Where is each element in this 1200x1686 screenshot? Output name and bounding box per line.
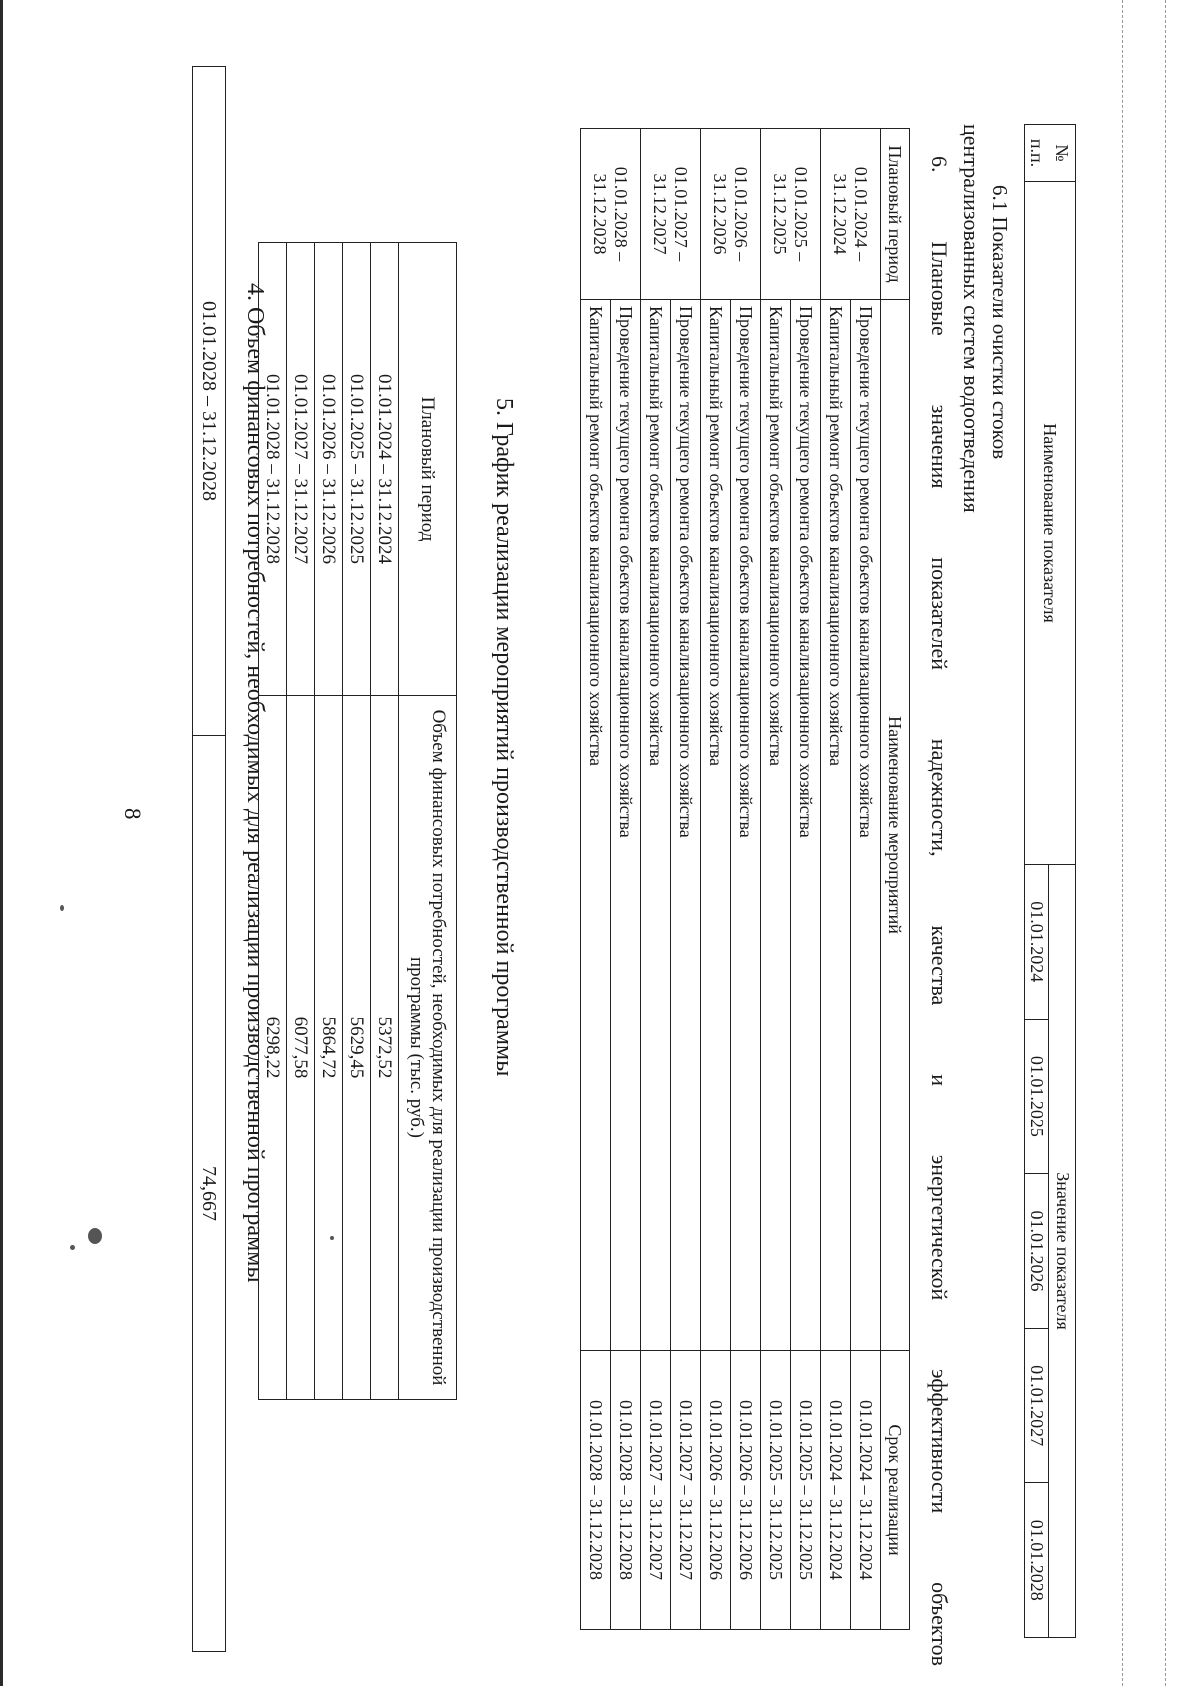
schedule-event: Проведение текущего ремонта объектов канализационного хозяйства [671, 300, 701, 1351]
schedule-event: Проведение текущего ремонта объектов канализационного хозяйства [851, 300, 881, 1351]
schedule-event: Проведение текущего ремонта объектов канализационного хозяйства [791, 300, 821, 1351]
table-row [821, 129, 851, 1630]
schedule-event: Проведение текущего ремонта объектов канализационного хозяйства [731, 300, 761, 1351]
table-row [1049, 125, 1076, 1638]
indicators-header-num-sub: п.п. [1025, 125, 1050, 182]
finance-period: 01.01.2028 – 31.12.2028 [259, 243, 287, 696]
table-row [343, 243, 371, 1400]
finance-header-period: Плановый период [399, 243, 457, 696]
finance-value: 6298,22 [259, 696, 287, 1400]
schedule-term: 01.01.2027 – 31.12.2027 [641, 1351, 671, 1630]
table-row [259, 243, 287, 1400]
schedule-event: Капитальный ремонт объектов канализационного хозяйства [821, 300, 851, 1351]
schedule-header-term: Срок реализации [881, 1351, 910, 1630]
finance-period: 01.01.2025 – 31.12.2025 [343, 243, 371, 696]
finance-value: 5372,52 [371, 696, 399, 1400]
finance-value: 6077,58 [287, 696, 315, 1400]
table-row [581, 129, 611, 1630]
schedule-term: 01.01.2024 – 31.12.2024 [821, 1351, 851, 1630]
schedule-term: 01.01.2026 – 31.12.2026 [731, 1351, 761, 1630]
schedule-header-event: Наименование мероприятий [881, 300, 910, 1351]
table-row [315, 243, 343, 1400]
top-table [192, 66, 226, 1652]
finance-period: 01.01.2026 – 31.12.2026 [315, 243, 343, 696]
schedule-event: Капитальный ремонт объектов канализационного хозяйства [581, 300, 611, 1351]
section4-title: 4. Объем финансовых потребностей, необходимых для реализации производственной программы [242, 283, 268, 1283]
table-row [701, 129, 731, 1630]
indicators-header-value: Значение показателя [1049, 865, 1076, 1638]
schedule-term: 01.01.2028 – 31.12.2028 [581, 1351, 611, 1630]
schedule-period: 01.01.2027 – 31.12.2027 [641, 129, 701, 300]
table-row [371, 243, 399, 1400]
section5-title: 5. График реализации мероприятий производственной программы [491, 398, 517, 1077]
finance-value: 5864,72 [315, 696, 343, 1400]
table-row [791, 129, 821, 1630]
schedule-term: 01.01.2027 – 31.12.2027 [671, 1351, 701, 1630]
schedule-period: 01.01.2025 – 31.12.2025 [761, 129, 821, 300]
finance-period: 01.01.2027 – 31.12.2027 [287, 243, 315, 696]
finance-period: 01.01.2024 – 31.12.2024 [371, 243, 399, 696]
schedule-period: 01.01.2024 – 31.12.2024 [821, 129, 881, 300]
indicators-table [1024, 124, 1076, 1638]
table-row [287, 243, 315, 1400]
table-row [193, 67, 226, 1652]
schedule-table [580, 128, 910, 1630]
schedule-event: Проведение текущего ремонта объектов канализационного хозяйства [611, 300, 641, 1351]
schedule-term: 01.01.2025 – 31.12.2025 [791, 1351, 821, 1630]
indicators-date: 01.01.2026 [1025, 1174, 1050, 1329]
section6-title-line1: 6. Плановые значения показателей надежности, качества и энергетической эффективности объектов [927, 156, 952, 1666]
schedule-event: Капитальный ремонт объектов канализационного хозяйства [701, 300, 731, 1351]
top-table-period: 01.01.2028 – 31.12.2028 [193, 67, 226, 736]
table-row [761, 129, 791, 1630]
table-row [611, 129, 641, 1630]
indicators-date: 01.01.2024 [1025, 865, 1050, 1020]
section6-title-line2: централизованных систем водоотведения [959, 124, 984, 513]
top-table-value: 74,667 [193, 736, 226, 1652]
schedule-period: 01.01.2028 – 31.12.2028 [581, 129, 641, 300]
finance-table [258, 242, 457, 1400]
schedule-period: 01.01.2026 – 31.12.2026 [701, 129, 761, 300]
table-row [671, 129, 701, 1630]
table-row [731, 129, 761, 1630]
indicators-header-name: Наименование показателя [1025, 182, 1076, 865]
page-number: 8 [120, 808, 145, 820]
indicators-date: 01.01.2028 [1025, 1483, 1050, 1638]
schedule-event: Капитальный ремонт объектов канализационного хозяйства [761, 300, 791, 1351]
section6-subtitle: 6.1 Показатели очистки стоков [988, 185, 1012, 460]
schedule-event: Капитальный ремонт объектов канализационного хозяйства [641, 300, 671, 1351]
finance-header-volume: Объем финансовых потребностей, необходимых для реализации производственной программы (тыс. руб.) [399, 696, 457, 1400]
schedule-header-period: Плановый период [881, 129, 910, 300]
table-row [851, 129, 881, 1630]
schedule-term: 01.01.2025 – 31.12.2025 [761, 1351, 791, 1630]
schedule-term: 01.01.2024 – 31.12.2024 [851, 1351, 881, 1630]
table-row [641, 129, 671, 1630]
schedule-term: 01.01.2028 – 31.12.2028 [611, 1351, 641, 1630]
table-row [399, 243, 457, 1400]
indicators-date: 01.01.2027 [1025, 1328, 1050, 1483]
table-row [881, 129, 910, 1630]
indicators-date: 01.01.2025 [1025, 1019, 1050, 1174]
finance-value: 5629,45 [343, 696, 371, 1400]
indicators-header-num: № [1049, 125, 1076, 182]
schedule-term: 01.01.2026 – 31.12.2026 [701, 1351, 731, 1630]
